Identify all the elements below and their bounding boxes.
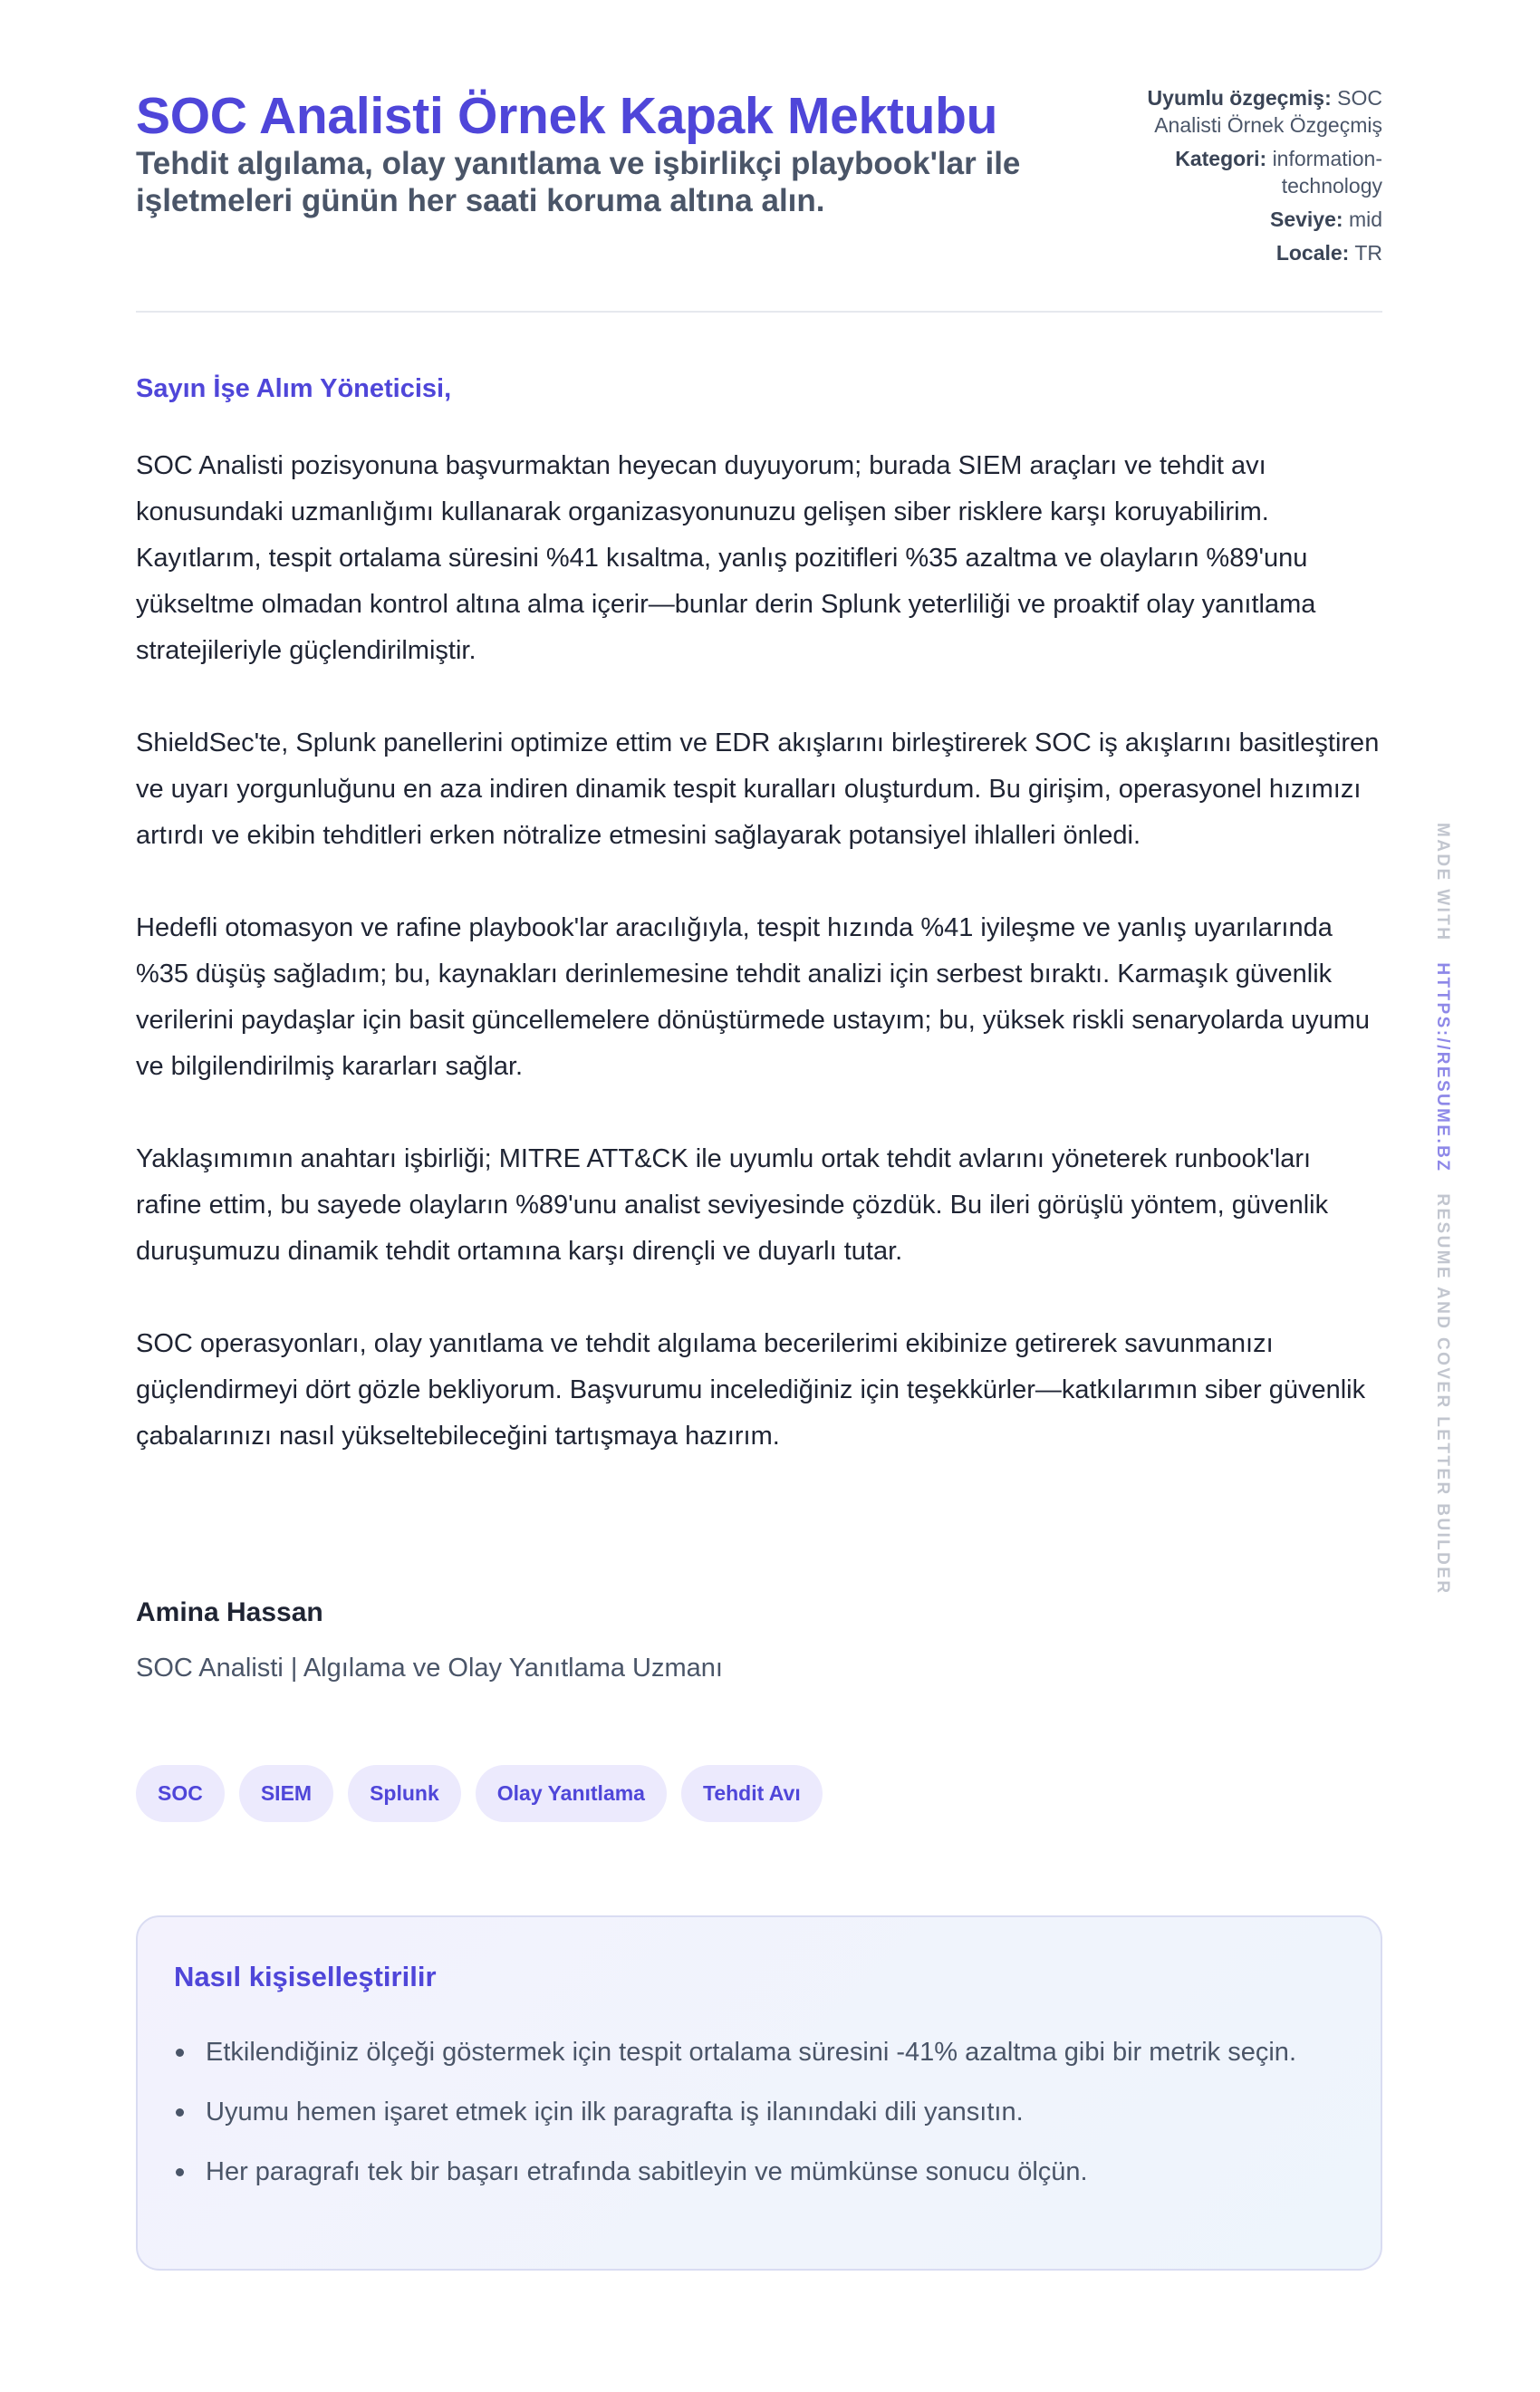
tag-chip: SOC bbox=[136, 1765, 225, 1822]
meta-locale bbox=[1083, 239, 1382, 266]
letter-paragraph: ShieldSec'te, Splunk panellerini optimize ettim ve EDR akışlarını birleştirerek SOC iş akışlarını basitleştiren ve uyarı yorgunluğunu en aza indiren dinamik tespit kuralları oluşturdum. Bu girişim, operasyonel hızımızı artırdı ve ekibin tehditleri erken nötralize etmesini sağlayarak potansiyel ihlalleri önledi. bbox=[136, 728, 1380, 850]
letter-greeting: Sayın İşe Alım Yöneticisi, bbox=[136, 374, 452, 403]
made-with-text bbox=[1432, 823, 1452, 1595]
meta-level-label: Seviye: bbox=[1269, 207, 1343, 231]
made-with-prefix: MADE WITH bbox=[1433, 823, 1452, 942]
meta-resume bbox=[1083, 84, 1382, 139]
letter-paragraph: Yaklaşımımın anahtarı işbirliği; MITRE ATT&CK ile uyumlu ortak tehdit avlarını yöneterek runbook'ları rafine ettim, bu sayede olayların %89'unu analist seviyesinde çözdük. Bu ileri görüşlü yöntem, güvenlik duruşumuzu dinamik tehdit ortamına karşı dirençli ve duyarlı tutar. bbox=[136, 1144, 1329, 1266]
meta-locale-label: Locale: bbox=[1275, 241, 1350, 265]
cover-letter-page bbox=[136, 0, 1382, 2186]
signer-name: Amina Hassan bbox=[136, 1597, 323, 1627]
tag-chip: SIEM bbox=[239, 1765, 333, 1822]
tips-list-item: Etkilendiğiniz ölçeği göstermek için tespit ortalama süresini -41% azaltma gibi bir metrik seçin. bbox=[206, 2030, 1347, 2075]
letter-paragraph: SOC operasyonları, olay yanıtlama ve tehdit algılama becerilerimi ekibinize getirerek savunmanızı güçlendirmeyi dört gözle bekliyorum. Başvurumu incelediğiniz için teşekkürler—katkılarımın siber güvenlik çabalarınızı nasıl yükseltebileceğini tartışmaya hazırım. bbox=[136, 1329, 1366, 1451]
meta-resume-value: SOC Analisti Örnek Özgeçmiş bbox=[1154, 86, 1382, 137]
signer-role: SOC Analisti | Algılama ve Olay Yanıtlama Uzmanı bbox=[136, 1654, 723, 1683]
tag-chip: Splunk bbox=[348, 1765, 461, 1822]
letter-body bbox=[136, 443, 1382, 1506]
tag-chip: Tehdit Avı bbox=[681, 1765, 823, 1822]
tips-list-item: Uyumu hemen işaret etmek için ilk paragrafta iş ilanındaki dili yansıtın. bbox=[206, 2090, 1347, 2135]
meta-locale-value: TR bbox=[1354, 241, 1382, 265]
meta-level bbox=[1083, 206, 1382, 233]
meta-level-value: mid bbox=[1348, 207, 1382, 231]
meta-category bbox=[1083, 145, 1382, 199]
tips-list bbox=[206, 2030, 1347, 2210]
made-with-suffix: RESUME AND COVER LETTER BUILDER bbox=[1433, 1193, 1452, 1596]
meta-category-label: Kategori: bbox=[1175, 147, 1267, 170]
resume-bz-link[interactable]: HTTPS://RESUME.BZ bbox=[1433, 962, 1452, 1173]
page-subtitle: Tehdit algılama, olay yanıtlama ve işbirlikçi playbook'lar ile işletmeleri günün her saati koruma altına alın. bbox=[136, 146, 1021, 218]
letter-paragraph: SOC Analisti pozisyonuna başvurmaktan heyecan duyuyorum; burada SIEM araçları ve tehdit avı konusundaki uzmanlığımı kullanarak organizasyonunuzu gelişen siber risklere karşı koruyabilirim. Kayıtlarım, tespit ortalama süresini %41 kısaltma, yanlış pozitifleri %35 azaltma ve olayların %89'unu yükseltme olmadan kontrol altına alma içerir—bunlar derin Splunk yeterliliği ve proaktif olay yanıtlama stratejileriyle güçlendirilmiştir. bbox=[136, 451, 1316, 665]
tag-chip: Olay Yanıtlama bbox=[476, 1765, 667, 1822]
personalization-tips-box bbox=[136, 1915, 1382, 2271]
page-header bbox=[136, 0, 1382, 313]
page-title: SOC Analisti Örnek Kapak Mektubu bbox=[136, 87, 998, 145]
letter-paragraph: Hedefli otomasyon ve rafine playbook'lar aracılığıyla, tespit hızında %41 iyileşme ve yanlış uyarılarında %35 düşüş sağladım; bu, kaynakları derinlemesine tehdit analizi için serbest bıraktı. Karmaşık güvenlik verilerini paydaşlar için basit güncellemelere dönüştürmede ustayım; bu, yüksek riskli senaryolarda uyumu ve bilgilendirilmiş kararları sağlar. bbox=[136, 913, 1371, 1081]
tips-title: Nasıl kişiselleştirilir bbox=[174, 1961, 437, 1992]
meta-resume-label: Uyumlu özgeçmiş: bbox=[1147, 86, 1332, 110]
tips-list-item: Her paragrafı tek bir başarı etrafında sabitleyin ve mümkünse sonucu ölçün. bbox=[206, 2150, 1347, 2194]
tag-list bbox=[136, 1765, 823, 1822]
meta-category-value: information-technology bbox=[1272, 147, 1382, 198]
meta-panel bbox=[1083, 84, 1382, 273]
